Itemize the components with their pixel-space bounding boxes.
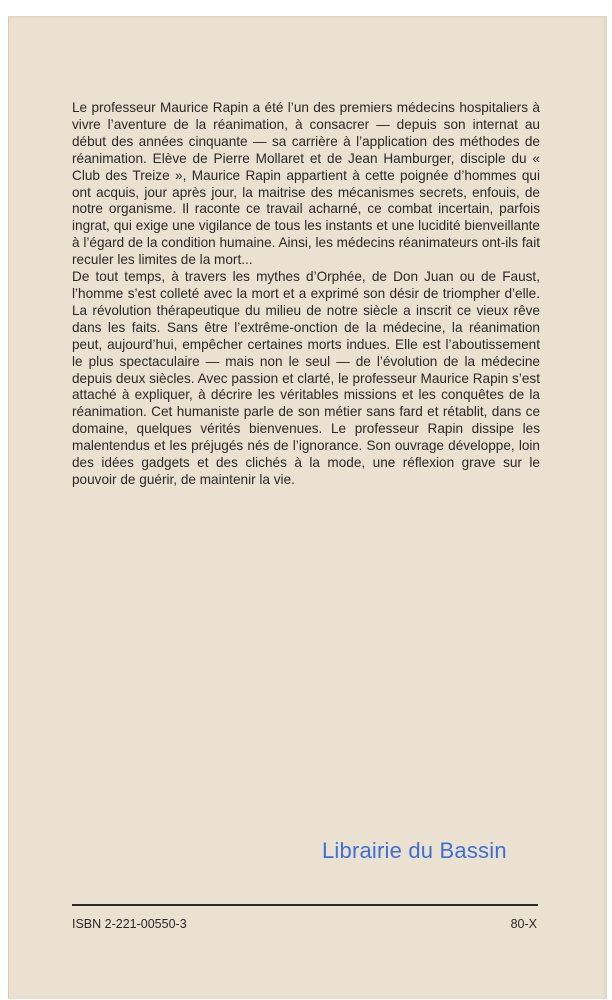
isbn-label: ISBN 2-221-00550-3 — [72, 917, 187, 931]
seller-stamp: Librairie du Bassin — [322, 838, 507, 863]
blurb-paragraph-2: De tout temps, à travers les mythes d’Orphée, de Don Juan ou de Faust, l’homme s’est colleté avec la mort et a exprimé son désir de triompher d’elle. La révolution thérapeutique du milieu de notre siècle a inscrit ce vieux rêve dans les faits. Sans être l’extrême-onction de la médecine, la réanimation peut, aujourd’hui, empêcher certaines morts indues. Elle est l’aboutissement le plus spectaculaire — mais non le seul — de l’évolution de la médecine depuis deux siècles. Avec passion et clarté, le professeur Maurice Rapin s’est attaché à expliquer, à décrire les véritables missions et les conquêtes de la réanimation. Cet humaniste parle de son métier sans fard et rétablit, dans ce domaine, quelques vérités bienvenues. Le professeur Rapin dissipe les malentendus et les préjugés nés de l’ignorance. Son ouvrage développe, loin des idées gadgets et des clichés à la mode, une réflexion grave sur le pouvoir de guérir, de maintenir la vie. — [72, 269, 540, 487]
blurb-text — [72, 100, 540, 489]
divider-rule — [72, 904, 538, 906]
price-code: 80-X — [510, 917, 537, 931]
blurb-paragraph-1: Le professeur Maurice Rapin a été l’un des premiers médecins hospitaliers à vivre l’aventure de la réanimation, à consacrer — depuis son internat au début des années cinquante — sa carrière à l’application des méthodes de réanimation. Elève de Pierre Mollaret et de Jean Hamburger, disciple du « Club des Treize », Maurice Rapin appartient à cette poignée d’hommes qui ont acquis, jour après jour, la maitrise des mécanismes secrets, enfouis, de notre organisme. Il raconte ce travail acharné, ce combat incertain, parfois ingrat, qui exige une vigilance de tous les instants et une lucidité bienveillante à l’égard de la condition humaine. Ainsi, les médecins réanimateurs ont-ils fait reculer les limites de la mort... — [72, 100, 540, 268]
